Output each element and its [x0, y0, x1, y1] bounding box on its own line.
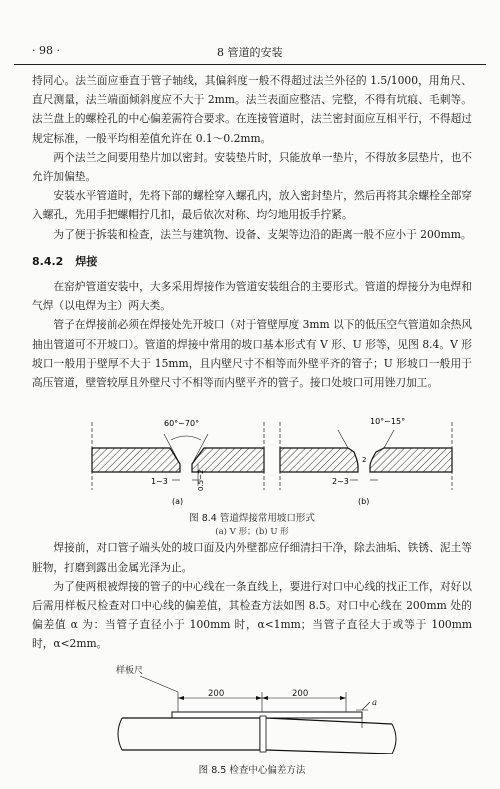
alpha-label: a [372, 697, 378, 708]
figure-8-5 [32, 658, 472, 778]
header-divider [14, 64, 486, 65]
page-body [32, 71, 472, 778]
u-gap-label: 2~3 [332, 477, 349, 487]
alignment-diagram [32, 658, 472, 754]
subfigure-b-label: (b) [358, 497, 370, 507]
paragraph: 管子在焊接前必须在焊接处先开坡口（对于管壁厚度 3mm 以下的低压空气管道如余热风抽出管道可不开坡口）。管道的焊接中常用的坡口基本形式有 V 形、U 形等，见图 8.4。V 形坡口一般用于壁厚不大于 15mm，且内壁尺寸不相等而外壁平齐的管子；U 形坡口一般用于高压管道，壁管较厚且外壁尺寸不相等而内壁平齐的管子。接口处坡口可用锉刀加工。 [32, 318, 473, 390]
section-number: 8.4.2 [32, 254, 64, 268]
figure-caption: 图 8.4 管道焊接常用坡口形式 [189, 513, 315, 525]
page-number: · 98 · [32, 44, 60, 57]
v-root-label: 0.5~2 [197, 469, 205, 492]
figure-8-4 [32, 396, 472, 538]
bevel-diagram [32, 396, 472, 506]
template-ruler [172, 712, 362, 718]
pipe-left [122, 718, 260, 750]
paragraph: 两个法兰之间要用垫片加以密封。安装垫片时，只能放单一垫片，不得放多层垫片，也不允许加偏垫。 [32, 150, 472, 184]
figure-caption: 图 8.5 检查中心偏差方法 [198, 764, 306, 776]
subfigure-a-label: (a) [172, 497, 184, 507]
u-angle-label: 10°~15° [370, 417, 406, 427]
paragraph: 为了便于拆装和检查，法兰与建筑物、设备、支架等边沿的距离一般不应小于 200mm。 [53, 227, 472, 241]
paragraph: 焊接前，对口管子端头处的坡口面及内外壁都应仔细清扫干净，除去油垢、铁锈、泥土等脏物，打磨到露出金属光泽为止。 [32, 541, 472, 574]
dimension-right: 200 [292, 688, 309, 699]
figure-subcaption: (a) V 形；(b) U 形 [215, 527, 289, 538]
chapter-title: 8 管道的安装 [217, 46, 283, 59]
section-title: 焊接 [75, 254, 98, 268]
paragraph: 在窑炉管道安装中，大多采用焊接作为管道安装组合的主要形式。管道的焊接分为电焊和气焊（以电焊为主）两大类。 [32, 280, 472, 313]
v-groove-diagram [92, 422, 264, 490]
paragraph: 为了使两根被焊接的管子的中心线在一条直线上，要进行对口中心线的找正工作，对好以后需用样板尺检查对口中心线的偏差值，其检查方法如图 8.5。对口中心线在 200mm 处的偏差值 α 为：当管子直径小于 100mm 时，α<1mm；当管子直径大于或等于 100mm 时，α<2mm。 [32, 579, 472, 651]
paragraph: 安装水平管道时，先将下部的螺栓穿入螺孔内，放入密封垫片，然后再将其余螺栓全部穿入螺孔，先用手把螺帽拧几扣，最后依次对称、均匀地用扳手拧紧。 [32, 189, 472, 222]
dimension-left: 200 [208, 688, 225, 699]
v-gap-label: 1~3 [151, 477, 168, 487]
pipe-right [266, 718, 392, 754]
v-angle-label: 60°~70° [164, 419, 200, 429]
section-heading [32, 252, 472, 271]
u-root-label: 2 [362, 456, 367, 465]
page-header [10, 44, 490, 62]
paragraph: 持同心。法兰面应垂直于管子轴线，其偏斜度一般不得超过法兰外径的 1.5/1000，用角尺、直尺测量，法兰端面倾斜度应不大于 2mm。法兰表面应整洁、完整，不得有坑痕、毛刺等。法兰盘上的螺栓孔的中心偏差需符合要求。在连接管道时，法兰密封面应互相平行，不得超过规定标准，一般平均相差值允许在 0.1～0.2mm。 [32, 74, 472, 145]
ruler-label: 样板尺 [116, 665, 144, 676]
